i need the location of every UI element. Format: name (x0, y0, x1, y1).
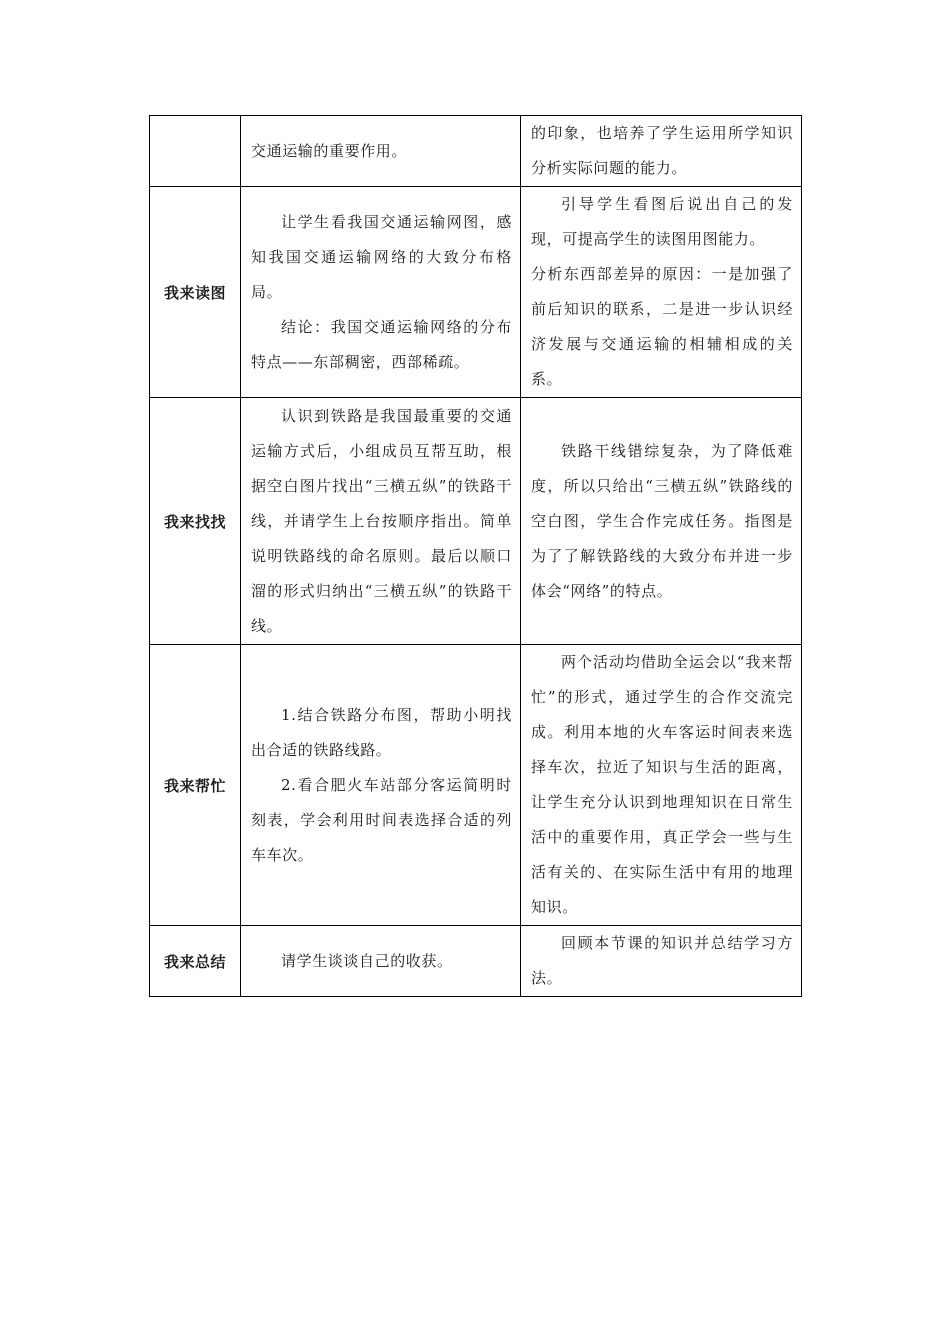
row-label-cell (150, 187, 241, 398)
table-row (150, 398, 802, 645)
activity-cell (241, 187, 521, 398)
intent-cell (521, 116, 802, 187)
activity-cell (241, 398, 521, 645)
activity-cell (241, 116, 521, 187)
row-label-cell (150, 116, 241, 187)
row-label-cell (150, 398, 241, 645)
row-label: 我来帮忙 (163, 776, 226, 795)
row-label: 我来读图 (163, 283, 226, 302)
activity-text: 交通运输的重要作用。 (251, 141, 408, 160)
row-label: 我来找找 (163, 512, 226, 531)
activity-conclusion: 结论：我国交通运输网络的分布特点——东部稠密，西部稀疏。 (251, 317, 512, 371)
table-row (150, 926, 802, 997)
activity-text: 让学生看我国交通运输网图，感知我国交通运输网络的大致分布格局。 (251, 212, 512, 301)
intent-text: 的印象，也培养了学生运用所学知识分析实际问题的能力。 (531, 124, 793, 177)
activity-text: 认识到铁路是我国最重要的交通运输方式后，小组成员互帮互助，根据空白图片找出“三横五纵”的铁路干线，并请学生上台按顺序指出。简单说明铁路线的命名原则。最后以顺口溜的形式归纳出“三横五纵”的铁路干线。 (251, 406, 512, 635)
lesson-plan-table (149, 115, 802, 997)
row-label-cell (150, 926, 241, 997)
activity-cell (241, 645, 521, 926)
table-row (150, 187, 802, 398)
table-row (150, 116, 802, 187)
table-row (150, 645, 802, 926)
row-label-cell (150, 645, 241, 926)
intent-cell (521, 398, 802, 645)
intent-text: 两个活动均借助全运会以“我来帮忙”的形式，通过学生的合作交流完成。利用本地的火车客运时间表来选择车次，拉近了知识与生活的距离，让学生充分认识到地理知识在日常生活中的重要作用，真正学会一些与生活有关的、在实际生活中有用的地理知识。 (531, 653, 793, 916)
intent-cell (521, 926, 802, 997)
intent-cell (521, 187, 802, 398)
intent-text: 铁路干线错综复杂，为了降低难度，所以只给出“三横五纵”铁路线的空白图，学生合作完成任务。指图是为了了解铁路线的大致分布并进一步体会“网络”的特点。 (531, 441, 793, 600)
activity-item-1: 1.结合铁路分布图，帮助小明找出合适的铁路线路。 (251, 705, 512, 759)
activity-text: 请学生谈谈自己的收获。 (281, 951, 453, 970)
row-label: 我来总结 (163, 952, 226, 971)
intent-text: 回顾本节课的知识并总结学习方法。 (531, 934, 793, 987)
intent-text: 引导学生看图后说出自己的发现，可提高学生的读图用图能力。 (531, 195, 793, 248)
activity-cell (241, 926, 521, 997)
intent-cell (521, 645, 802, 926)
intent-text-2: 分析东西部差异的原因：一是加强了前后知识的联系，二是进一步认识经济发展与交通运输的相辅相成的关系。 (531, 265, 793, 388)
activity-item-2: 2.看合肥火车站部分客运简明时刻表，学会利用时间表选择合适的列车车次。 (251, 775, 512, 864)
